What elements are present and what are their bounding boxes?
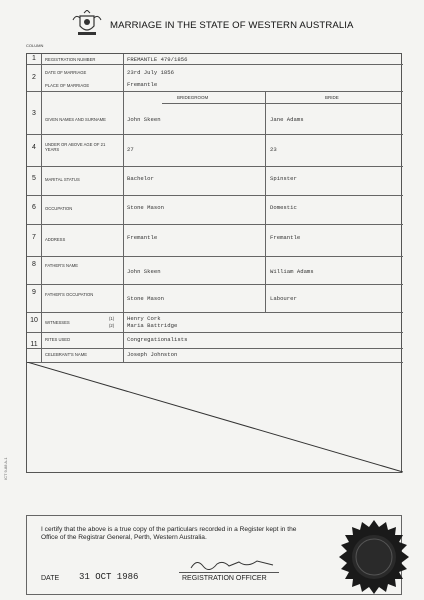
bride-name-value: Jane Adams <box>270 116 304 123</box>
row-number: 5 <box>32 175 36 182</box>
bride-father-occupation-value: Labourer <box>270 295 297 302</box>
rites-used-label: RITES USED <box>45 337 71 342</box>
document-title: MARRIAGE IN THE STATE OF WESTERN AUSTRALIA <box>110 20 354 31</box>
marital-status-label: MARITAL STATUS <box>45 177 80 182</box>
age-label: UNDER OR ABOVE AGE OF 21 YEARS <box>45 142 106 152</box>
bride-father-name-value: William Adams <box>270 268 314 275</box>
bride-marital-status-value: Spinster <box>270 175 297 182</box>
celebrant-name-label: CELEBRANT'S NAME <box>45 352 87 357</box>
witness-2-value: Maria Battridge <box>127 322 178 329</box>
names-label: GIVEN NAMES AND SURNAME <box>45 117 106 122</box>
witness-1-tag: (1) <box>109 316 115 321</box>
bride-age-value: 23 <box>270 146 277 153</box>
groom-occupation-value: Stone Mason <box>127 204 164 211</box>
bride-column-header: BRIDE <box>325 95 339 100</box>
celebrant-name-value: Joseph Johnston <box>127 351 178 358</box>
officer-signature <box>187 556 277 572</box>
coat-of-arms-icon <box>70 10 104 38</box>
row-number: 10 <box>30 317 38 324</box>
register-table <box>26 53 402 473</box>
groom-address-value: Fremantle <box>127 234 158 241</box>
certification-date-stamp: 31 OCT 1986 <box>79 572 139 582</box>
void-diagonal-line <box>27 362 403 474</box>
row-number: 2 <box>32 74 36 81</box>
row-number: 8 <box>32 261 36 268</box>
groom-father-occupation-value: Stone Mason <box>127 295 164 302</box>
bride-occupation-value: Domestic <box>270 204 297 211</box>
column-label: COLUMN <box>26 43 44 48</box>
witnesses-label: WITNESSES <box>45 320 70 325</box>
groom-father-name-value: John Skeen <box>127 268 161 275</box>
row-number: 11 <box>30 341 38 348</box>
bride-address-value: Fremantle <box>270 234 301 241</box>
certification-text: I certify that the above is a true copy of the particulars recorded in a Register kept in the Office of the Registrar General, Perth, Western Australia. <box>41 526 297 542</box>
date-of-marriage-value: 23rd July 1856 <box>127 69 174 76</box>
groom-age-value: 27 <box>127 146 134 153</box>
row-number: 9 <box>32 289 36 296</box>
bridegroom-column-header: BRIDEGROOM <box>177 95 209 100</box>
witness-1-value: Henry Cork <box>127 315 161 322</box>
date-of-marriage-label: DATE OF MARRIAGE <box>45 70 87 75</box>
official-seal-icon <box>335 518 413 596</box>
registration-officer-label: REGISTRATION OFFICER <box>182 575 267 582</box>
place-of-marriage-value: Fremantle <box>127 81 158 88</box>
occupation-label: OCCUPATION <box>45 206 73 211</box>
fathers-name-label: FATHER'S NAME <box>45 263 79 268</box>
registration-number-value: FREMANTLE 479/1856 <box>127 56 188 63</box>
fathers-occupation-label: FATHER'S OCCUPATION <box>45 292 94 297</box>
row-number: 1 <box>32 55 36 62</box>
signature-line <box>179 572 279 573</box>
row-number: 7 <box>32 234 36 241</box>
form-code: ICT 9-88 A-1 <box>3 457 8 480</box>
date-label: DATE <box>41 575 60 582</box>
rites-used-value: Congregationalists <box>127 336 188 343</box>
row-number: 6 <box>32 204 36 211</box>
address-label: ADDRESS <box>45 237 66 242</box>
registration-number-label: REGISTRATION NUMBER <box>45 57 96 62</box>
row-number: 3 <box>32 110 36 117</box>
row-number: 4 <box>32 144 36 151</box>
place-of-marriage-label: PLACE OF MARRIAGE <box>45 83 90 88</box>
witness-2-tag: (2) <box>109 323 115 328</box>
groom-marital-status-value: Bachelor <box>127 175 154 182</box>
groom-name-value: John Skeen <box>127 116 161 123</box>
